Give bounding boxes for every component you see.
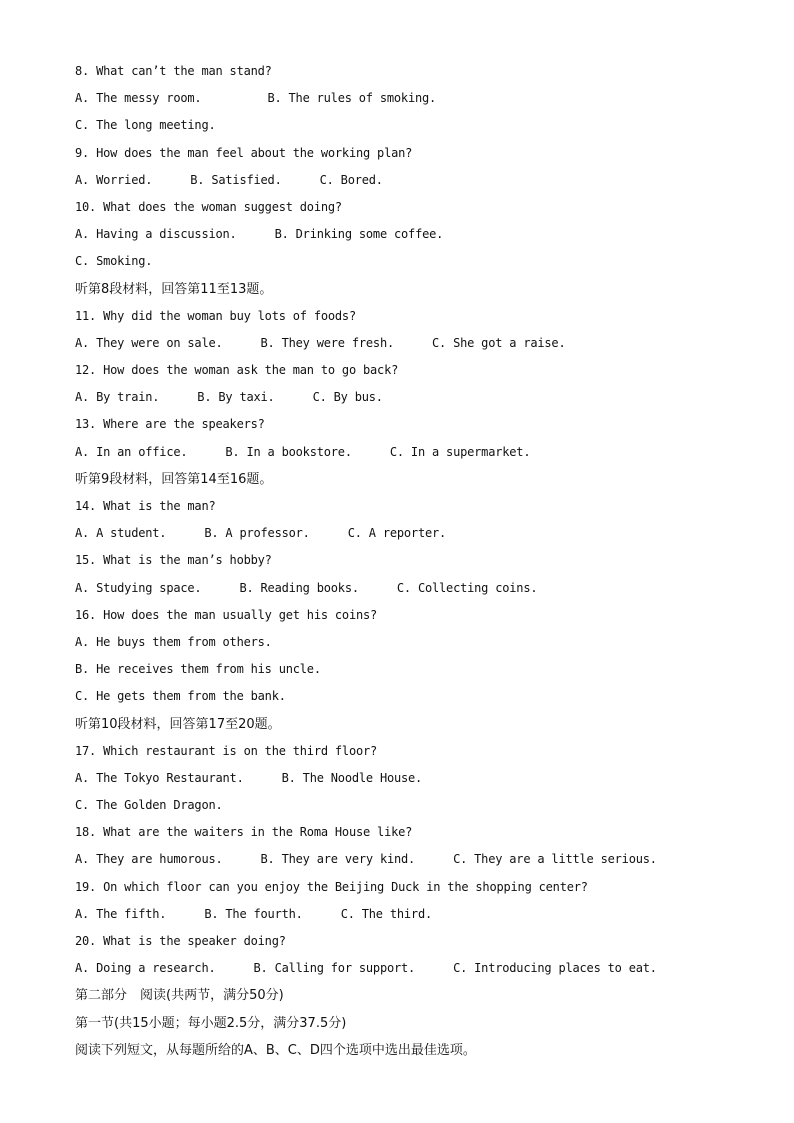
option-18a: A. They are humorous. [75, 852, 223, 867]
option-11c: C. She got a raise. [432, 335, 566, 350]
option-16a: A. He buys them from others. [75, 634, 272, 649]
option-8b: B. The rules of smoking. [267, 91, 437, 106]
option-8c: C. The long meeting. [75, 118, 216, 133]
option-9b: B. Satisfied. [190, 172, 282, 187]
options-18 [75, 846, 775, 873]
question-15: 15. What is the man’s hobby? [75, 553, 272, 568]
option-15b: B. Reading books. [239, 580, 359, 595]
option-19b: B. The fourth. [204, 906, 303, 921]
option-17b: B. The Noodle House. [281, 770, 423, 785]
question-10: 10. What does the woman suggest doing? [75, 199, 342, 214]
question-16: 16. How does the man usually get his coins? [75, 607, 378, 622]
option-18b: B. They are very kind. [260, 852, 416, 867]
option-20c: C. Introducing places to eat. [453, 961, 657, 976]
option-17c: C. The Golden Dragon. [75, 798, 223, 813]
question-20: 20. What is the speaker doing? [75, 934, 286, 948]
option-15a: A. Studying space. [75, 580, 202, 595]
option-15c: C. Collecting coins. [396, 580, 538, 595]
section-9-heading: 听第9段材料，回答第14至16题。 [75, 471, 273, 487]
question-12: 12. How does the woman ask the man to go back? [75, 363, 399, 378]
option-12c: C. By bus. [312, 390, 383, 405]
question-11: 11. Why did the woman buy lots of foods? [75, 308, 356, 323]
options-15 [75, 575, 775, 602]
options-20 [75, 955, 775, 982]
option-16c: C. He gets them from the bank. [75, 689, 286, 704]
options-17 [75, 765, 775, 792]
option-10a: A. Having a discussion. [75, 227, 237, 242]
exam-page [75, 58, 775, 1064]
option-18c: C. They are a little serious. [453, 852, 657, 867]
option-13b: B. In a bookstore. [225, 444, 352, 459]
option-10c: C. Smoking. [75, 254, 153, 269]
options-14 [75, 520, 775, 547]
option-13c: C. In a supermarket. [389, 444, 531, 459]
options-13 [75, 439, 775, 466]
question-17: 17. Which restaurant is on the third floor? [75, 743, 378, 758]
question-19: 19. On which floor can you enjoy the Beijing Duck in the shopping center? [75, 879, 588, 894]
question-8: 8. What can’t the man stand? [75, 64, 272, 78]
option-12a: A. By train. [75, 390, 160, 405]
options-19 [75, 901, 775, 928]
options-8 [75, 85, 775, 112]
option-16b: B. He receives them from his uncle. [75, 662, 321, 677]
options-10 [75, 221, 775, 248]
option-12b: B. By taxi. [197, 390, 275, 405]
option-11b: B. They were fresh. [260, 335, 394, 350]
option-9c: C. Bored. [319, 172, 383, 187]
option-17a: A. The Tokyo Restaurant. [75, 770, 244, 785]
part-2-heading: 第二部分 阅读(共两节，满分50分) [75, 988, 284, 1004]
section-1-heading: 第一节(共15小题；每小题2.5分，满分37.5分) [75, 1015, 347, 1031]
question-13: 13. Where are the speakers? [75, 417, 265, 432]
option-14b: B. A professor. [204, 526, 310, 541]
section-8-heading: 听第8段材料，回答第11至13题。 [75, 281, 273, 297]
option-20b: B. Calling for support. [253, 961, 416, 976]
option-8a: A. The messy room. [75, 91, 202, 106]
option-14c: C. A reporter. [347, 526, 447, 541]
question-14: 14. What is the man? [75, 499, 216, 513]
options-12 [75, 384, 775, 411]
option-14a: A. A student. [75, 526, 167, 541]
option-20a: A. Doing a research. [75, 961, 216, 976]
option-10b: B. Drinking some coffee. [274, 227, 444, 242]
option-13a: A. In an office. [75, 444, 188, 459]
options-9 [75, 167, 775, 194]
question-18: 18. What are the waiters in the Roma House like? [75, 825, 413, 840]
option-19c: C. The third. [340, 906, 433, 921]
option-9a: A. Worried. [75, 172, 153, 187]
option-11a: A. They were on sale. [75, 335, 223, 350]
section-10-heading: 听第10段材料，回答第17至20题。 [75, 716, 281, 732]
question-9: 9. How does the man feel about the working plan? [75, 145, 413, 160]
options-11 [75, 330, 775, 357]
option-19a: A. The fifth. [75, 906, 167, 921]
reading-instruction: 阅读下列短文，从每题所给的A、B、C、D四个选项中选出最佳选项。 [75, 1042, 476, 1058]
